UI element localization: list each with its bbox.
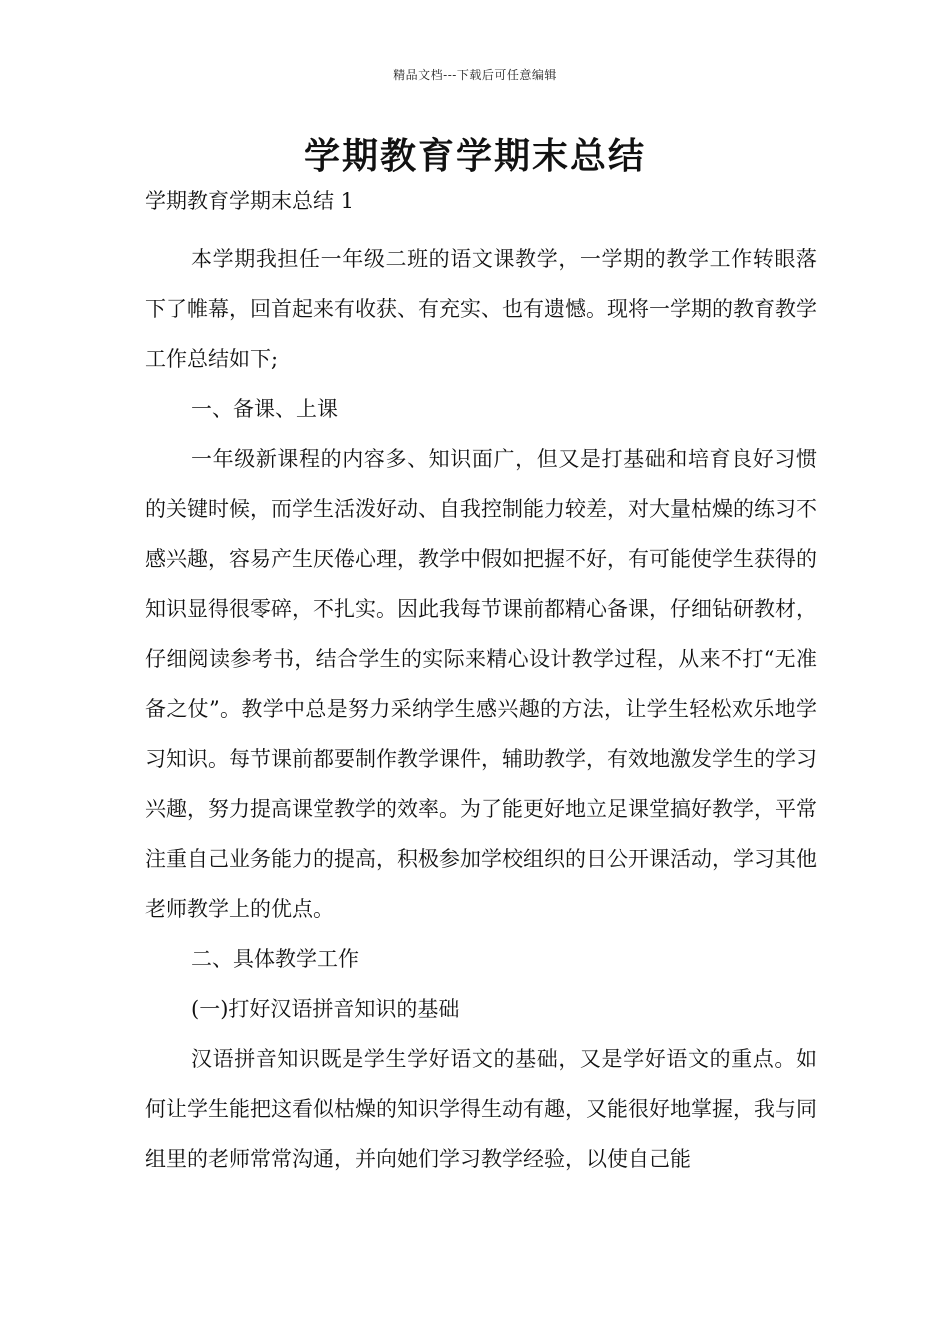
heading-teaching-work: 二、具体教学工作 xyxy=(191,947,359,971)
document-title: 学期教育学期末总结 xyxy=(303,136,646,177)
paragraph-intro: 本学期我担任一年级二班的语文课教学，一学期的教学工作转眼落下了帷幕，回首起来有收获、有充实、也有遗憾。现将一学期的教育教学工作总结如下; xyxy=(145,247,817,371)
heading-lesson-prep: 一、备课、上课 xyxy=(191,397,338,421)
paragraph-lesson-prep: 一年级新课程的内容多、知识面广，但又是打基础和培育良好习惯的关键时候，而学生活泼好动、自我控制能力较差，对大量枯燥的练习不感兴趣，容易产生厌倦心理，教学中假如把握不好，有可能使学生获得的知识显得很零碎，不扎实。因此我每节课前都精心备课，仔细钻研教材，仔细阅读参考书，结合学生的实际来精心设计教学过程，从来不打“无准备之仗”。教学中总是努力采纳学生感兴趣的方法，让学生轻松欢乐地学习知识。每节课前都要制作教学课件，辅助教学，有效地激发学生的学习兴趣，努力提高课堂教学的效率。为了能更好地立足课堂搞好教学，平常注重自己业务能力的提高，积极参加学校组织的日公开课活动，学习其他老师教学上的优点。 xyxy=(145,447,817,921)
document-body xyxy=(145,234,817,1184)
subheading-pinyin: (一)打好汉语拼音知识的基础 xyxy=(191,997,460,1021)
paragraph-pinyin: 汉语拼音知识既是学生学好语文的基础，又是学好语文的重点。如何让学生能把这看似枯燥的知识学得生动有趣，又能很好地掌握，我与同组里的老师常常沟通，并向她们学习教学经验，以使自己能 xyxy=(145,1047,817,1171)
section-subtitle: 学期教育学期末总结 1 xyxy=(145,189,355,213)
header-note: 精品文档---下载后可任意编辑 xyxy=(393,68,557,82)
